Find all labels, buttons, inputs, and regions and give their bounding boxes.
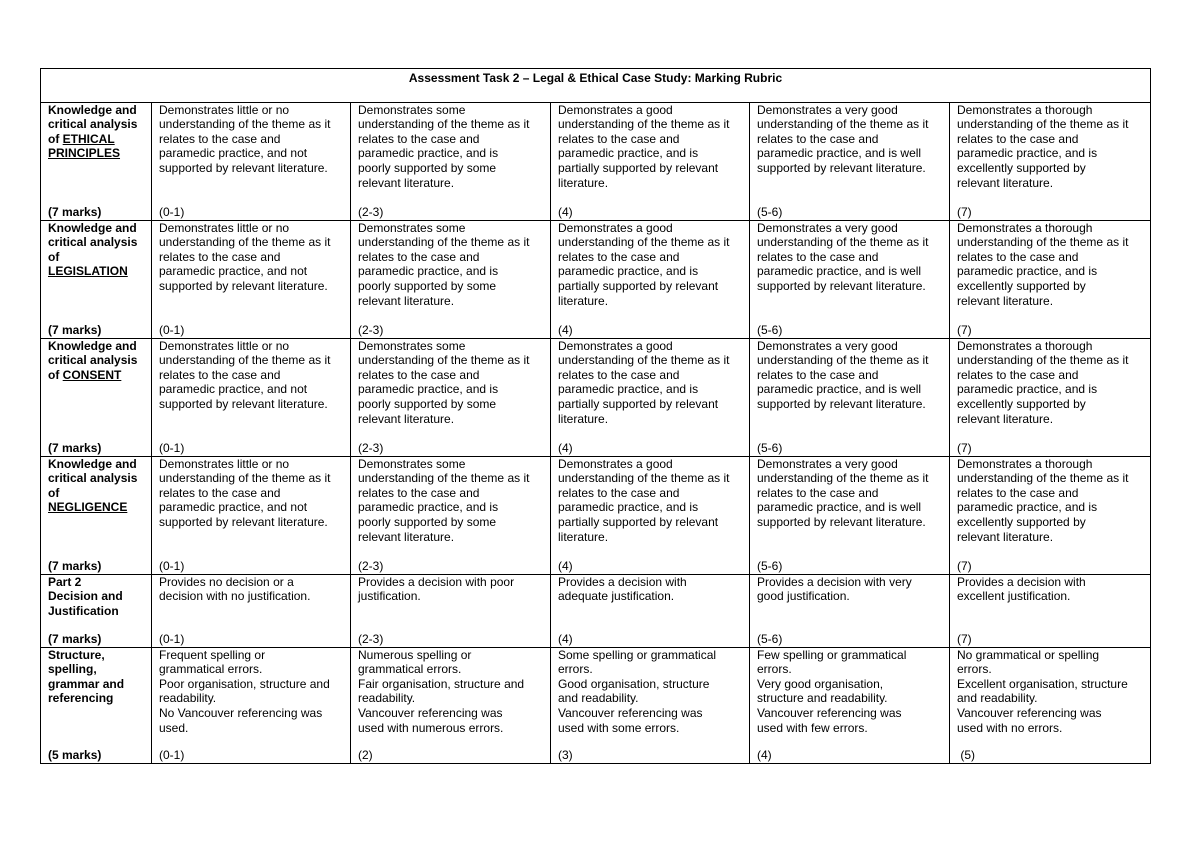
criterion-cell (41, 220, 152, 338)
criterion-marks: (7 marks) (48, 632, 102, 646)
level-marks: (7) (957, 632, 972, 646)
level-cell (152, 456, 351, 574)
level-description: Demonstrates a very good understanding of the theme as it relates to the case and paramedic practice, and is well supported by relevant literature. (757, 102, 929, 175)
criterion-name (48, 221, 147, 279)
criterion-marks: (7 marks) (48, 205, 102, 219)
rubric-row (41, 574, 1151, 647)
level-marks: (0-1) (159, 205, 185, 219)
level-description: Demonstrates a very good understanding of the theme as it relates to the case and paramedic practice, and is well supported by relevant literature. (757, 220, 929, 293)
level-marks: (0-1) (159, 323, 185, 337)
criterion-marks: (5 marks) (48, 748, 102, 762)
criterion-label: Part 2 Decision and Justification (48, 574, 123, 618)
criterion-marks: (7 marks) (48, 323, 102, 337)
criterion-name (48, 648, 147, 706)
level-marks: (5-6) (757, 632, 783, 646)
marking-rubric-table (40, 68, 1151, 764)
criterion-name (48, 103, 147, 161)
level-description: Demonstrates some understanding of the theme as it relates to the case and paramedic practice, and is poorly supported by some relevant literature. (358, 456, 530, 544)
level-cell (750, 647, 950, 763)
level-marks: (2-3) (358, 323, 384, 337)
level-description: Demonstrates a thorough understanding of the theme as it relates to the case and paramedic practice, and is excellently supported by relevant literature. (957, 338, 1129, 426)
criterion-label: Knowledge and critical analysis of (48, 338, 138, 382)
criterion-cell (41, 102, 152, 220)
criterion-topic: NEGLIGENCE (48, 500, 128, 515)
level-marks: (4) (558, 441, 573, 455)
rubric-row (41, 102, 1151, 220)
level-marks: (0-1) (159, 632, 185, 646)
level-marks: (4) (558, 323, 573, 337)
level-description: Demonstrates a good understanding of the theme as it relates to the case and paramedic practice, and is partially supported by relevant literature. (558, 456, 730, 544)
level-marks: (7) (957, 559, 972, 573)
rubric-row (41, 338, 1151, 456)
level-description: Demonstrates some understanding of the theme as it relates to the case and paramedic practice, and is poorly supported by some relevant literature. (358, 220, 530, 308)
level-cell (950, 647, 1151, 763)
level-marks: (3) (558, 748, 573, 762)
level-description: Demonstrates a good understanding of the theme as it relates to the case and paramedic practice, and is partially supported by relevant literature. (558, 338, 730, 426)
level-cell (351, 338, 551, 456)
criterion-label: Knowledge and critical analysis of (48, 102, 138, 146)
criterion-name (48, 457, 147, 515)
level-description: Demonstrates a good understanding of the theme as it relates to the case and paramedic practice, and is partially supported by relevant literature. (558, 102, 730, 190)
level-description: Numerous spelling or grammatical errors. Fair organisation, structure and readability. Vancouver referencing was used with numerous errors. (358, 647, 525, 735)
level-cell (351, 220, 551, 338)
rubric-body (41, 102, 1151, 763)
level-cell (152, 574, 351, 647)
level-cell (152, 647, 351, 763)
level-marks: (0-1) (159, 559, 185, 573)
level-marks: (7) (957, 441, 972, 455)
level-description: Demonstrates some understanding of the theme as it relates to the case and paramedic practice, and is poorly supported by some relevant literature. (358, 338, 530, 426)
criterion-marks: (7 marks) (48, 441, 102, 455)
level-description: Frequent spelling or grammatical errors. Poor organisation, structure and readability. No Vancouver referencing was used. (159, 647, 330, 735)
level-description: Provides a decision with very good justification. (757, 574, 912, 604)
criterion-name (48, 339, 147, 383)
level-marks: (2-3) (358, 441, 384, 455)
criterion-cell (41, 574, 152, 647)
level-marks: (2-3) (358, 632, 384, 646)
rubric-title-row (41, 69, 1151, 103)
level-description: Provides no decision or a decision with no justification. (159, 574, 311, 604)
level-description: Demonstrates little or no understanding of the theme as it relates to the case and paramedic practice, and not supported by relevant literature. (159, 102, 331, 175)
rubric-row (41, 220, 1151, 338)
level-cell (152, 220, 351, 338)
level-cell (351, 647, 551, 763)
level-description: Demonstrates little or no understanding of the theme as it relates to the case and paramedic practice, and not supported by relevant literature. (159, 456, 331, 529)
level-cell (152, 338, 351, 456)
level-cell (950, 102, 1151, 220)
level-marks: (2-3) (358, 559, 384, 573)
criterion-topic: ETHICAL PRINCIPLES (48, 131, 121, 161)
level-description: Demonstrates a good understanding of the theme as it relates to the case and paramedic practice, and is partially supported by relevant literature. (558, 220, 730, 308)
criterion-cell (41, 647, 152, 763)
level-marks: (5-6) (757, 559, 783, 573)
level-cell (950, 338, 1151, 456)
level-cell (551, 220, 750, 338)
criterion-topic: LEGISLATION (48, 264, 128, 279)
level-cell (950, 220, 1151, 338)
level-cell (551, 338, 750, 456)
level-description: Demonstrates a thorough understanding of the theme as it relates to the case and paramedic practice, and is excellently supported by relevant literature. (957, 102, 1129, 190)
level-cell (750, 456, 950, 574)
level-cell (351, 102, 551, 220)
level-cell (950, 574, 1151, 647)
level-cell (950, 456, 1151, 574)
level-cell (750, 338, 950, 456)
level-marks: (5) (957, 748, 975, 762)
level-description: Provides a decision with adequate justification. (558, 574, 687, 604)
level-cell (152, 102, 351, 220)
level-description: Provides a decision with poor justification. (358, 574, 515, 604)
level-marks: (7) (957, 323, 972, 337)
level-marks: (4) (558, 205, 573, 219)
level-cell (750, 102, 950, 220)
level-marks: (5-6) (757, 441, 783, 455)
criterion-label: Knowledge and critical analysis of (48, 456, 138, 500)
level-marks: (2) (358, 748, 373, 762)
level-marks: (0-1) (159, 748, 185, 762)
level-marks: (2-3) (358, 205, 384, 219)
level-cell (551, 647, 750, 763)
level-description: Demonstrates little or no understanding of the theme as it relates to the case and paramedic practice, and not supported by relevant literature. (159, 338, 331, 411)
level-description: Some spelling or grammatical errors. Good organisation, structure and readability. Vancouver referencing was used with some errors. (558, 647, 717, 735)
level-cell (551, 102, 750, 220)
level-cell (551, 574, 750, 647)
level-description: Demonstrates a thorough understanding of the theme as it relates to the case and paramedic practice, and is excellently supported by relevant literature. (957, 456, 1129, 544)
level-cell (750, 574, 950, 647)
level-description: Demonstrates some understanding of the theme as it relates to the case and paramedic practice, and is poorly supported by some relevant literature. (358, 102, 530, 190)
level-description: No grammatical or spelling errors. Excellent organisation, structure and readability. Vancouver referencing was used with no errors. (957, 647, 1128, 735)
level-description: Demonstrates a thorough understanding of the theme as it relates to the case and paramedic practice, and is excellently supported by relevant literature. (957, 220, 1129, 308)
criterion-cell (41, 456, 152, 574)
level-marks: (4) (558, 632, 573, 646)
rubric-row (41, 647, 1151, 763)
level-marks: (0-1) (159, 441, 185, 455)
criterion-name (48, 575, 147, 619)
level-description: Provides a decision with excellent justification. (957, 574, 1086, 604)
level-marks: (4) (757, 748, 772, 762)
level-description: Demonstrates little or no understanding of the theme as it relates to the case and paramedic practice, and not supported by relevant literature. (159, 220, 331, 293)
criterion-label: Knowledge and critical analysis of (48, 220, 138, 264)
level-description: Demonstrates a very good understanding of the theme as it relates to the case and paramedic practice, and is well supported by relevant literature. (757, 338, 929, 411)
level-marks: (5-6) (757, 205, 783, 219)
level-cell (351, 456, 551, 574)
criterion-marks: (7 marks) (48, 559, 102, 573)
criterion-cell (41, 338, 152, 456)
level-cell (750, 220, 950, 338)
criterion-label: Structure, spelling, grammar and referencing (48, 647, 125, 706)
level-marks: (4) (558, 559, 573, 573)
rubric-title: Assessment Task 2 – Legal & Ethical Case Study: Marking Rubric (41, 69, 1151, 103)
level-cell (351, 574, 551, 647)
level-cell (551, 456, 750, 574)
rubric-row (41, 456, 1151, 574)
level-description: Demonstrates a very good understanding of the theme as it relates to the case and paramedic practice, and is well supported by relevant literature. (757, 456, 929, 529)
level-description: Few spelling or grammatical errors. Very good organisation, structure and readability. Vancouver referencing was used with few errors. (757, 647, 907, 735)
level-marks: (7) (957, 205, 972, 219)
criterion-topic: CONSENT (62, 367, 122, 382)
level-marks: (5-6) (757, 323, 783, 337)
